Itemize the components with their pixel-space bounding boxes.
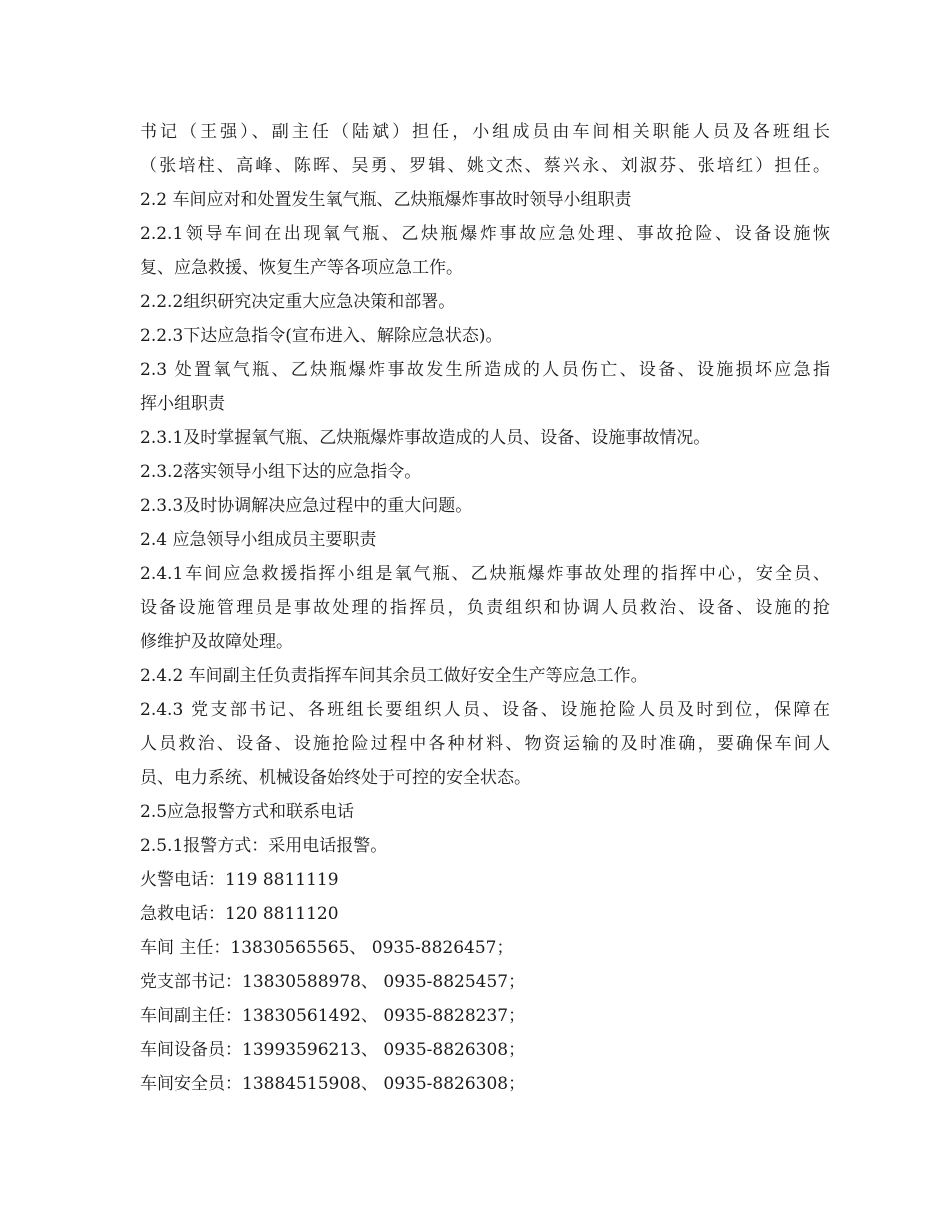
paragraph-line: 2.3.1及时掌握氧气瓶、乙炔瓶爆炸事故造成的人员、设备、设施事故情况。 (140, 428, 711, 448)
section-heading: 2.5应急报警方式和联系电话 (140, 802, 355, 822)
paragraph-line: 复、应急救援、恢复生产等各项应急工作。 (140, 258, 463, 278)
paragraph-line: （张培柱、高峰、陈晖、吴勇、罗辑、姚文杰、蔡兴永、刘淑芬、张培红）担任。 (140, 156, 830, 176)
section-heading: 2.3 处置氧气瓶、乙炔瓶爆炸事故发生所造成的人员伤亡、设备、设施损坏应急指 (140, 360, 830, 380)
contact-line: 急救电话：120 8811120 (140, 904, 339, 924)
contact-line: 车间安全员：13884515908、 0935-8826308； (140, 1074, 526, 1094)
paragraph-line: 书记（王强）、副主任（陆斌）担任，小组成员由车间相关职能人员及各班组长 (140, 122, 830, 142)
paragraph-line: 2.5.1报警方式：采用电话报警。 (140, 836, 388, 856)
paragraph-line: 2.2.2组织研究决定重大应急决策和部署。 (140, 292, 456, 312)
paragraph-line: 2.4.3 党支部书记、各班组长要组织人员、设备、设施抢险人员及时到位，保障在 (140, 700, 830, 720)
paragraph-line: 人员救治、设备、设施抢险过程中各种材料、物资运输的及时准确，要确保车间人 (140, 734, 830, 754)
paragraph-line: 2.4.2 车间副主任负责指挥车间其余员工做好安全生产等应急工作。 (140, 666, 648, 686)
paragraph-line: 员、电力系统、机械设备始终处于可控的安全状态。 (140, 768, 531, 788)
paragraph-line: 2.3.3及时协调解决应急过程中的重大问题。 (140, 496, 473, 516)
paragraph-line: 2.3.2落实领导小组下达的应急指令。 (140, 462, 422, 482)
contact-line: 党支部书记：13830588978、 0935-8825457； (140, 972, 526, 992)
section-heading: 2.4 应急领导小组成员主要职责 (140, 530, 377, 550)
section-heading: 挥小组职责 (140, 394, 225, 414)
contact-line: 车间设备员：13993596213、 0935-8826308； (140, 1040, 526, 1060)
paragraph-line: 2.2.3下达应急指令(宣布进入、解除应急状态)。 (140, 326, 503, 346)
paragraph-line: 2.2.1领导车间在出现氧气瓶、乙炔瓶爆炸事故应急处理、事故抢险、设备设施恢 (140, 224, 830, 244)
contact-line: 车间 主任：13830565565、 0935-8826457； (140, 938, 514, 958)
document-body (140, 115, 830, 1101)
paragraph-line: 修维护及故障处理。 (140, 632, 293, 652)
contact-line: 车间副主任：13830561492、 0935-8828237； (140, 1006, 526, 1026)
paragraph-line: 2.4.1车间应急救援指挥小组是氧气瓶、乙炔瓶爆炸事故处理的指挥中心，安全员、 (140, 564, 830, 584)
paragraph-line: 设备设施管理员是事故处理的指挥员，负责组织和协调人员救治、设备、设施的抢 (140, 598, 830, 618)
section-heading: 2.2 车间应对和处置发生氧气瓶、乙炔瓶爆炸事故时领导小组职责 (140, 190, 632, 210)
contact-line: 火警电话：119 8811119 (140, 870, 339, 890)
